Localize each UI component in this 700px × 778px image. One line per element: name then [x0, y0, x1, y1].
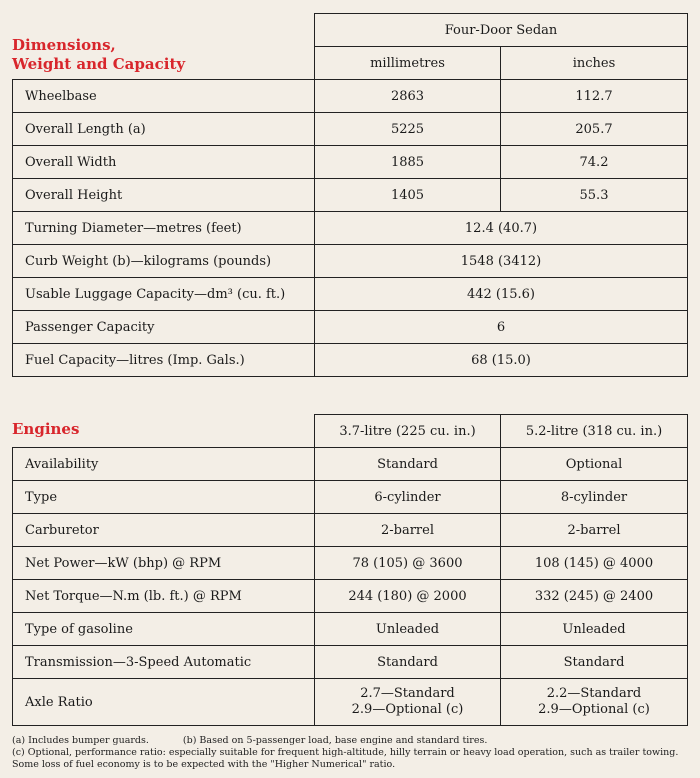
table-row	[13, 344, 688, 377]
inches-value: 112.7	[501, 80, 688, 113]
table-row	[13, 580, 688, 613]
row-label: Usable Luggage Capacity—dm³ (cu. ft.)	[13, 278, 315, 311]
engine-5-2-value: 8-cylinder	[501, 481, 688, 514]
row-label: Wheelbase	[13, 80, 315, 113]
combined-value: 442 (15.6)	[315, 278, 688, 311]
engine-5-2-header: 5.2-litre (318 cu. in.)	[501, 415, 688, 448]
table-row	[13, 146, 688, 179]
table-row	[13, 311, 688, 344]
table-row	[13, 613, 688, 646]
engine-5-2-value: Optional	[501, 448, 688, 481]
millimetres-value: 1885	[315, 146, 501, 179]
engine-3-7-value: 78 (105) @ 3600	[315, 547, 501, 580]
millimetres-value: 2863	[315, 80, 501, 113]
engine-3-7-value: 6-cylinder	[315, 481, 501, 514]
engine-3-7-value: Unleaded	[315, 613, 501, 646]
combined-value: 1548 (3412)	[315, 245, 688, 278]
row-label: Axle Ratio	[13, 679, 315, 726]
millimetres-header: millimetres	[315, 47, 501, 80]
table-row	[13, 547, 688, 580]
inches-value: 74.2	[501, 146, 688, 179]
millimetres-value: 1405	[315, 179, 501, 212]
engine-3-7-header: 3.7-litre (225 cu. in.)	[315, 415, 501, 448]
table-row	[13, 646, 688, 679]
row-label: Fuel Capacity—litres (Imp. Gals.)	[13, 344, 315, 377]
row-label: Net Torque—N.m (lb. ft.) @ RPM	[13, 580, 315, 613]
axle-ratio-line: 2.9—Optional (c)	[538, 702, 650, 717]
footnote-b: (b) Based on 5-passenger load, base engine and standard tires.	[182, 735, 488, 746]
combined-value: 12.4 (40.7)	[315, 212, 688, 245]
table-row	[13, 481, 688, 514]
table-row	[13, 113, 688, 146]
row-label: Type	[13, 481, 315, 514]
footnote-a: (a) Includes bumper guards.	[12, 735, 149, 746]
four-door-sedan-header: Four-Door Sedan	[315, 14, 688, 47]
engine-3-7-value: 2-barrel	[315, 514, 501, 547]
engine-5-2-value: 2-barrel	[501, 514, 688, 547]
engines-header-row	[13, 415, 688, 448]
engine-3-7-value: Standard	[315, 448, 501, 481]
row-label: Overall Height	[13, 179, 315, 212]
engine-5-2-value: 108 (145) @ 4000	[501, 547, 688, 580]
footnotes	[12, 735, 692, 771]
dimensions-title: Dimensions, Weight and Capacity	[12, 36, 186, 73]
dimensions-table	[12, 13, 688, 377]
engine-5-2-axle	[501, 679, 688, 726]
table-row	[13, 514, 688, 547]
inches-value: 55.3	[501, 179, 688, 212]
axle-ratio-line: 2.7—Standard	[360, 686, 455, 701]
table-row	[13, 212, 688, 245]
row-label: Availability	[13, 448, 315, 481]
footnote-c: (c) Optional, performance ratio: especially suitable for frequent high-altitude, hilly terrain or heavy load operation, such as trailer towing. Some loss of fuel economy is to be expected with the "Higher Numerical" ratio.	[12, 747, 679, 770]
row-label: Turning Diameter—metres (feet)	[13, 212, 315, 245]
axle-ratio-line: 2.2—Standard	[546, 686, 642, 701]
engine-5-2-value: 332 (245) @ 2400	[501, 580, 688, 613]
inches-value: 205.7	[501, 113, 688, 146]
row-label: Passenger Capacity	[13, 311, 315, 344]
row-label: Curb Weight (b)—kilograms (pounds)	[13, 245, 315, 278]
row-label: Overall Length (a)	[13, 113, 315, 146]
table-row	[13, 80, 688, 113]
engines-table	[12, 414, 688, 726]
row-label: Overall Width	[13, 146, 315, 179]
axle-ratio-row	[13, 679, 688, 726]
engine-3-7-value: Standard	[315, 646, 501, 679]
combined-value: 6	[315, 311, 688, 344]
inches-header: inches	[501, 47, 688, 80]
table-row	[13, 448, 688, 481]
engine-5-2-value: Standard	[501, 646, 688, 679]
engine-3-7-value: 244 (180) @ 2000	[315, 580, 501, 613]
combined-value: 68 (15.0)	[315, 344, 688, 377]
engines-title: Engines	[12, 420, 80, 438]
engine-3-7-axle	[315, 679, 501, 726]
table-row	[13, 245, 688, 278]
axle-ratio-line: 2.9—Optional (c)	[351, 702, 464, 717]
row-label: Carburetor	[13, 514, 315, 547]
dimensions-header-row	[13, 14, 688, 47]
millimetres-value: 5225	[315, 113, 501, 146]
engine-5-2-value: Unleaded	[501, 613, 688, 646]
row-label: Net Power—kW (bhp) @ RPM	[13, 547, 315, 580]
table-row	[13, 179, 688, 212]
row-label: Transmission—3-Speed Automatic	[13, 646, 315, 679]
table-row	[13, 278, 688, 311]
row-label: Type of gasoline	[13, 613, 315, 646]
